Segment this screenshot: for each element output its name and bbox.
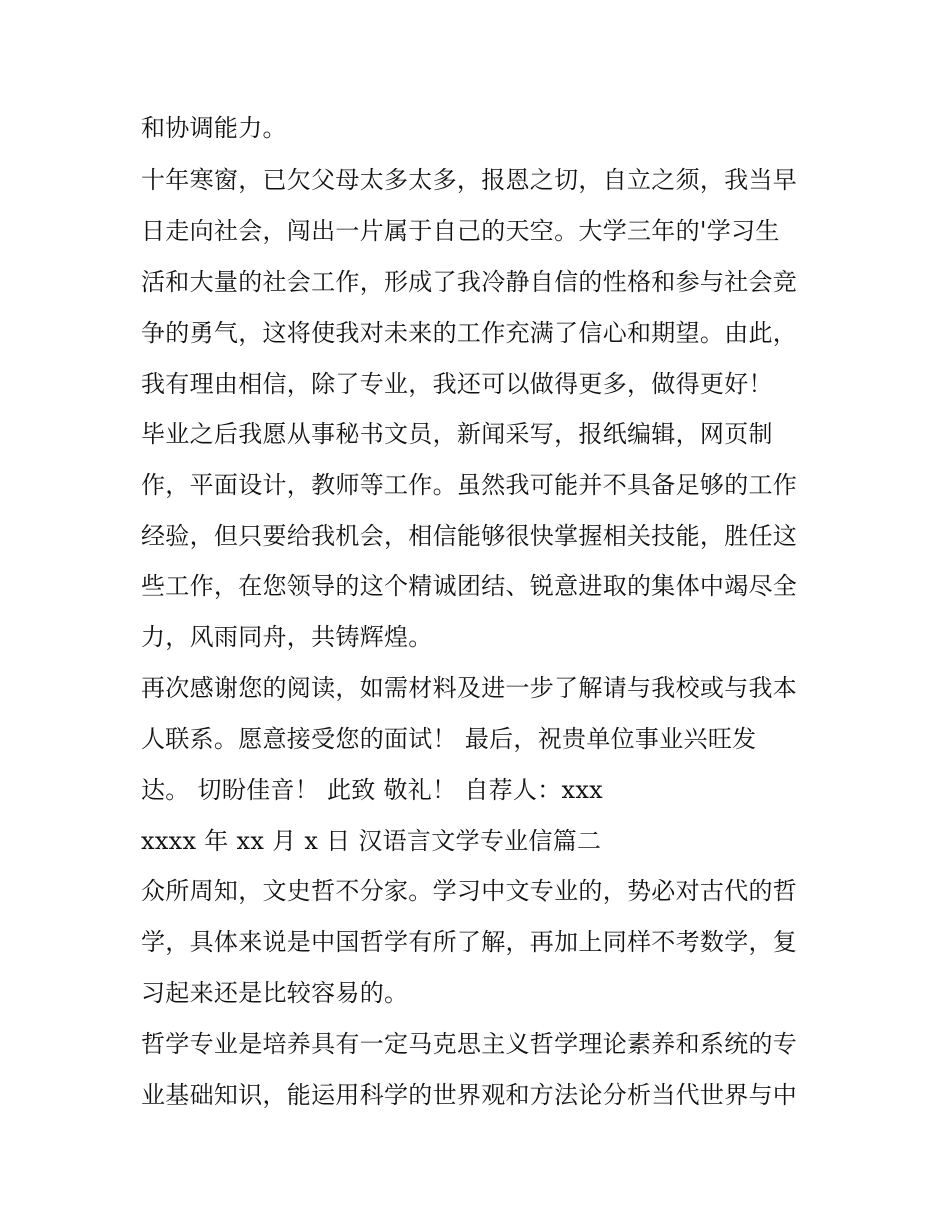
text-line: 学，具体来说是中国哲学有所了解，再加上同样不考数学，复 bbox=[141, 928, 798, 956]
text-line: 活和大量的社会工作，形成了我冷静自信的性格和参与社会竞 bbox=[141, 268, 798, 296]
text-line: 再次感谢您的阅读，如需材料及进一步了解请与我校或与我本 bbox=[141, 674, 798, 702]
text-line: 争的勇气，这将使我对未来的工作充满了信心和期望。由此， bbox=[141, 319, 798, 347]
text-line: 和协调能力。 bbox=[141, 114, 287, 142]
text-line: 力，风雨同舟，共铸辉煌。 bbox=[141, 623, 433, 651]
text-line: 众所周知，文史哲不分家。学习中文专业的，势必对古代的哲 bbox=[141, 877, 798, 905]
text-line: 日走向社会，闯出一片属于自己的天空。大学三年的'学习生 bbox=[141, 217, 780, 245]
text-line: 作，平面设计，教师等工作。虽然我可能并不具备足够的工作 bbox=[141, 471, 798, 499]
text-line: xxxx 年 xx 月 x 日 汉语言文学专业信篇二 bbox=[141, 827, 602, 855]
text-line: 达。 切盼佳音！ 此致 敬礼！ 自荐人：xxx bbox=[141, 776, 604, 804]
text-line: 经验，但只要给我机会，相信能够很快掌握相关技能，胜任这 bbox=[141, 522, 798, 550]
text-line: 业基础知识，能运用科学的世界观和方法论分析当代世界与中 bbox=[141, 1081, 798, 1109]
text-line: 些工作，在您领导的这个精诚团结、锐意进取的集体中竭尽全 bbox=[141, 572, 798, 600]
text-line: 我有理由相信，除了专业，我还可以做得更多，做得更好！ bbox=[141, 370, 773, 398]
text-line: 毕业之后我愿从事秘书文员，新闻采写，报纸编辑，网页制 bbox=[141, 420, 773, 448]
text-line: 十年寒窗，已欠父母太多太多，报恩之切，自立之须，我当早 bbox=[141, 166, 798, 194]
text-line: 习起来还是比较容易的。 bbox=[141, 979, 409, 1007]
text-line: 人联系。愿意接受您的面试！ 最后，祝贵单位事业兴旺发 bbox=[141, 725, 757, 753]
text-line: 哲学专业是培养具有一定马克思主义哲学理论素养和系统的专 bbox=[141, 1030, 798, 1058]
